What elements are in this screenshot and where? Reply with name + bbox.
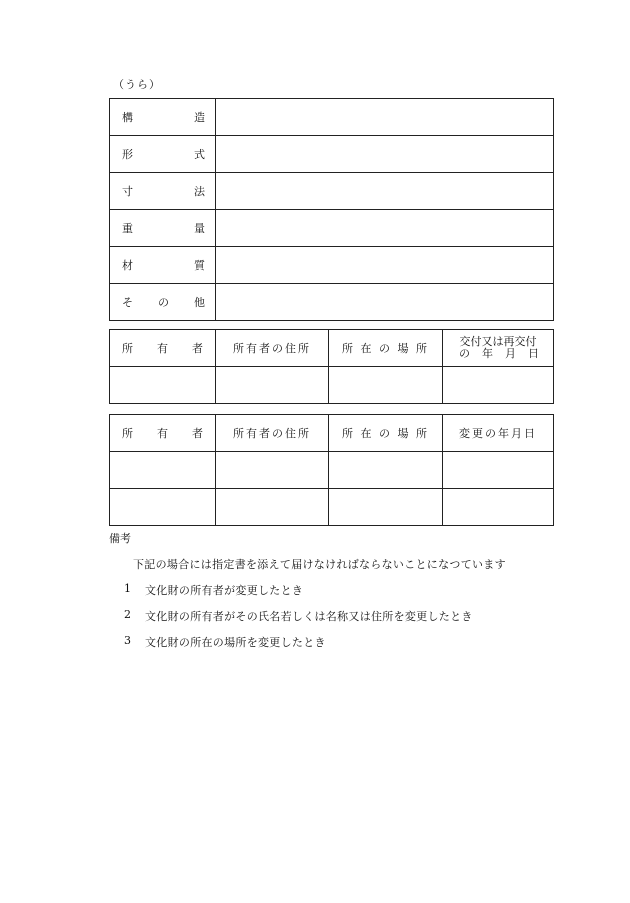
notes-heading: 備考 [109,532,131,545]
property-label-structure: 構 造 [110,99,216,136]
table-row [110,452,554,489]
header-owner-address: 所有者の住所 [216,415,329,452]
list-item-number: 2 [124,608,132,621]
cell-owner[interactable] [110,489,216,526]
table-row [110,99,554,136]
property-label-form: 形 式 [110,136,216,173]
list-item-number: 1 [124,582,132,595]
property-label-material: 材 質 [110,247,216,284]
cell-location[interactable] [329,452,443,489]
header-issue-date-line2: の 年 月 日 [459,347,539,360]
property-value-material[interactable] [216,247,554,284]
table-header-row [110,330,554,367]
header-location: 所 在 の 場 所 [329,330,443,367]
cell-owner-address[interactable] [216,452,329,489]
table-row [110,247,554,284]
property-label-weight: 重 量 [110,210,216,247]
list-item-text: 文化財の所在の場所を変更したとき [145,636,326,649]
header-owner-address: 所有者の住所 [216,330,329,367]
header-owner: 所 有 者 [110,330,216,367]
properties-table [109,98,554,321]
notes-intro: 下記の場合には指定書を添えて届けなければならないことになつています [133,558,506,571]
header-change-date: 変更の年月日 [443,415,554,452]
list-item [109,582,579,598]
page-side-label: （うら） [113,78,161,91]
property-value-other[interactable] [216,284,554,321]
cell-owner-address[interactable] [216,367,329,404]
list-item-text: 文化財の所有者がその氏名若しくは名称又は住所を変更したとき [145,610,473,623]
table-header-row [110,415,554,452]
owner-change-table [109,414,554,526]
list-item-text: 文化財の所有者が変更したとき [145,584,304,597]
cell-owner[interactable] [110,367,216,404]
table-row [110,136,554,173]
header-issue-date [443,330,554,367]
owner-issue-table [109,329,554,404]
header-owner: 所 有 者 [110,415,216,452]
notes-section [109,530,579,660]
cell-owner-address[interactable] [216,489,329,526]
cell-owner[interactable] [110,452,216,489]
table-row [110,173,554,210]
property-label-dimensions: 寸 法 [110,173,216,210]
cell-change-date[interactable] [443,489,554,526]
property-value-dimensions[interactable] [216,173,554,210]
list-item-number: 3 [124,634,132,647]
table-row [110,284,554,321]
property-value-weight[interactable] [216,210,554,247]
header-issue-date-line1: 交付又は再交付 [459,335,537,348]
cell-location[interactable] [329,489,443,526]
list-item [109,634,579,650]
property-label-other: そ の 他 [110,284,216,321]
property-value-form[interactable] [216,136,554,173]
header-location: 所 在 の 場 所 [329,415,443,452]
property-value-structure[interactable] [216,99,554,136]
cell-issue-date[interactable] [443,367,554,404]
cell-location[interactable] [329,367,443,404]
list-item [109,608,579,624]
table-row [110,489,554,526]
cell-change-date[interactable] [443,452,554,489]
table-row [110,367,554,404]
table-row [110,210,554,247]
